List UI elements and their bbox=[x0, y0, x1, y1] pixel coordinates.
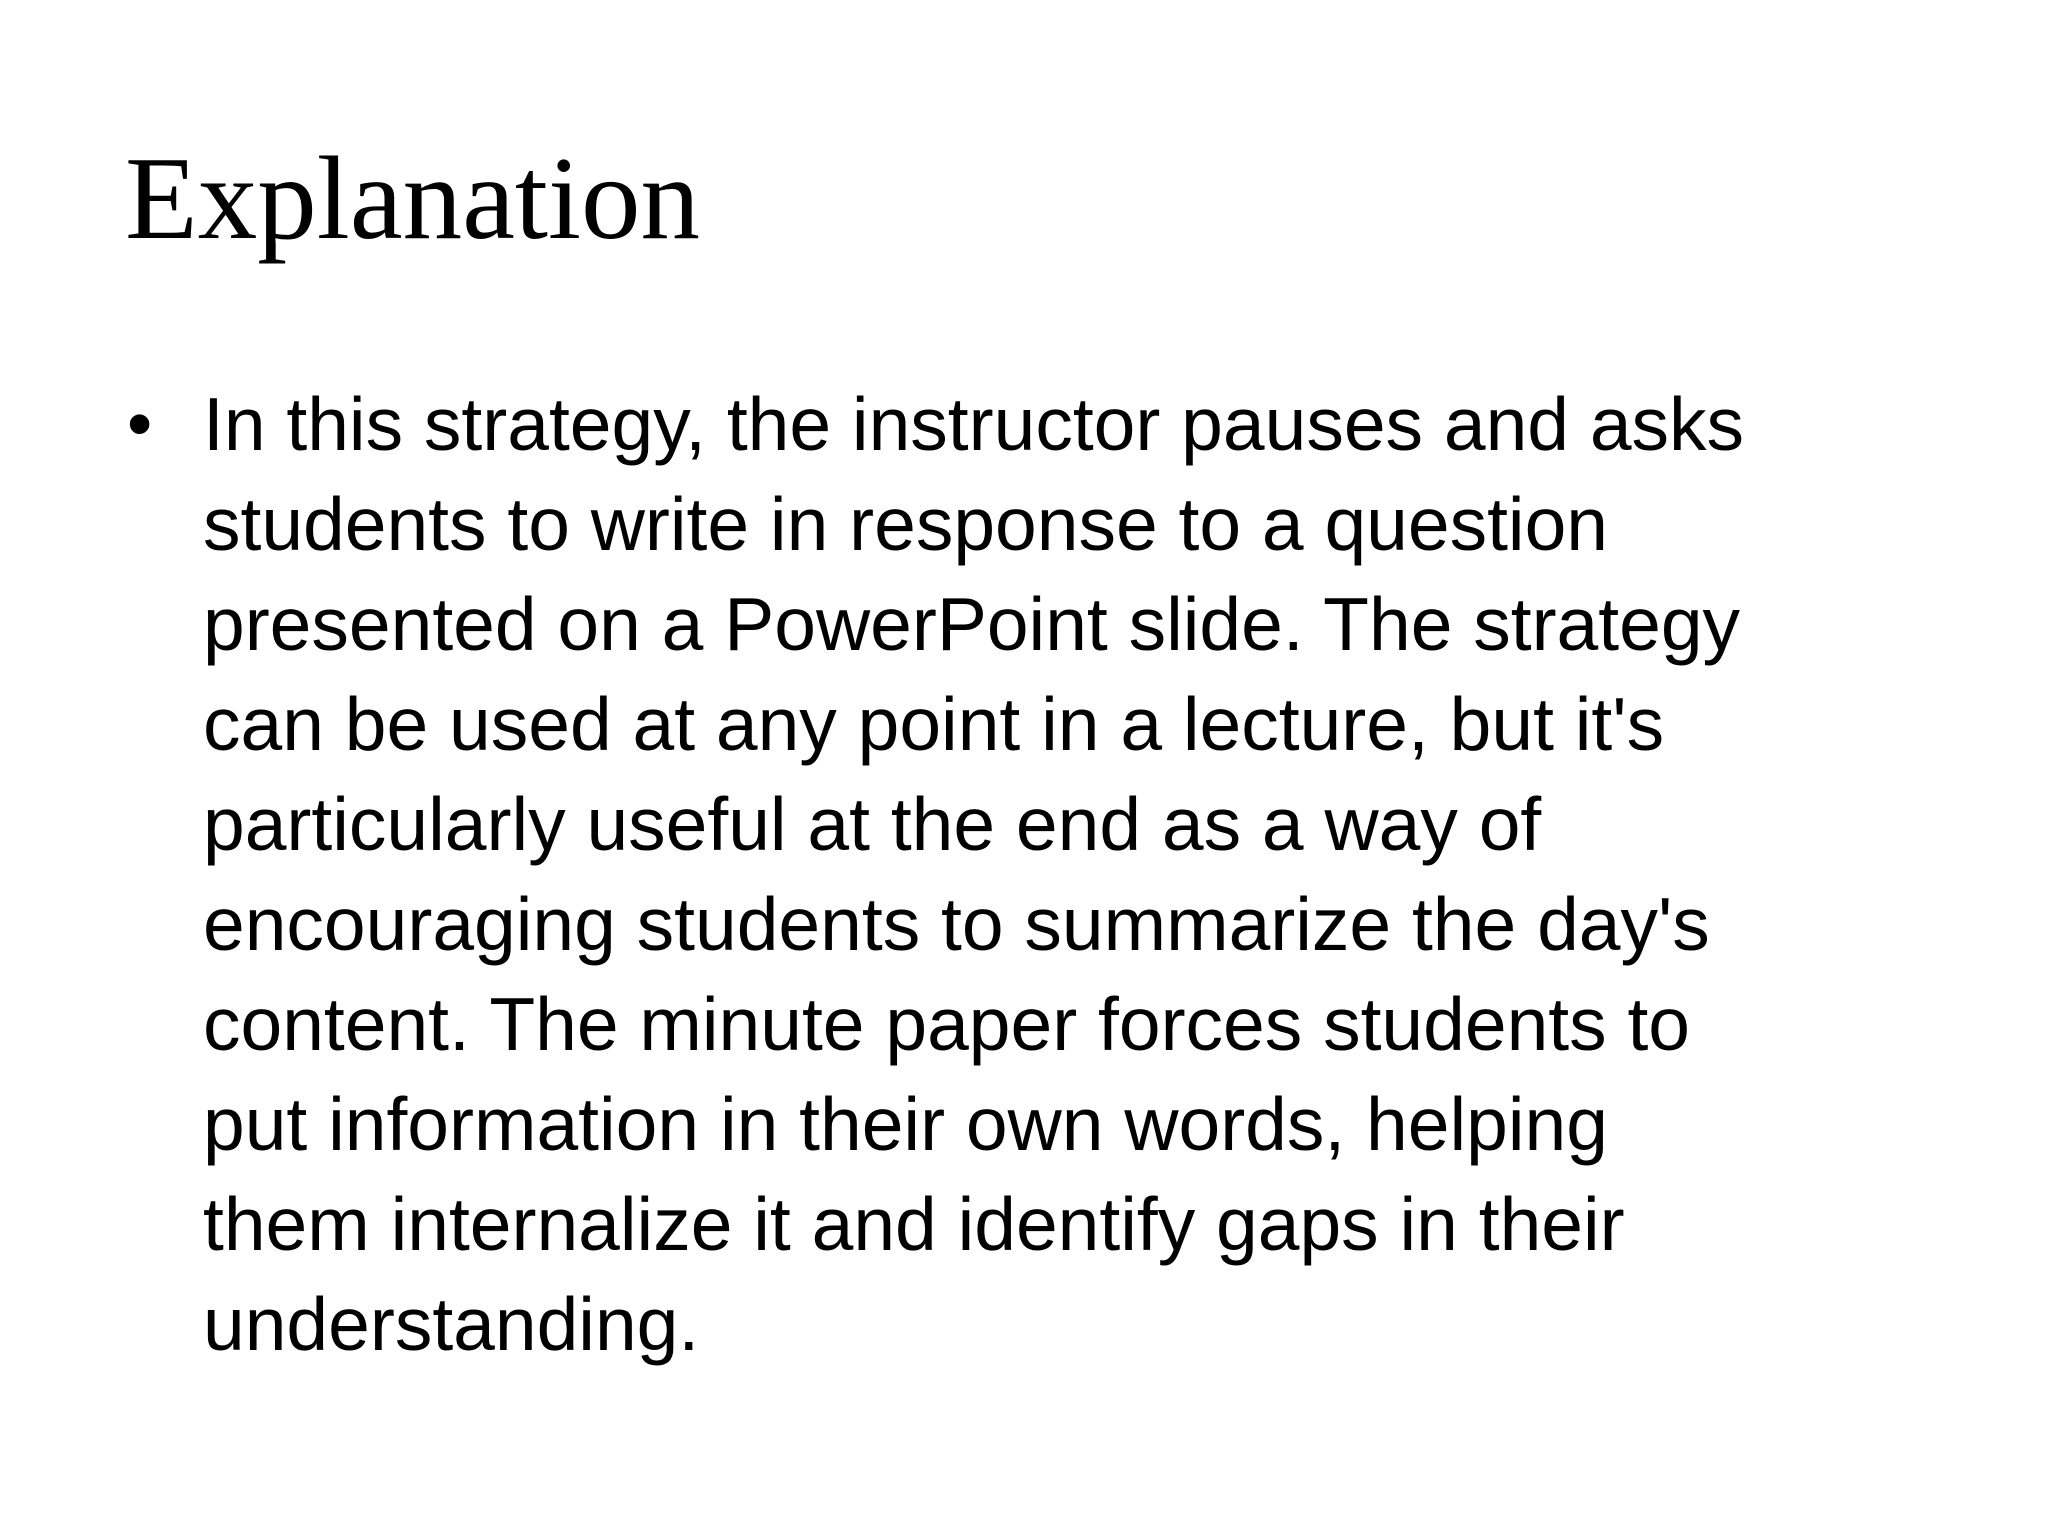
bullet-text-line: understanding. bbox=[203, 1282, 700, 1366]
bullet-text-line: can be used at any point in a lecture, but it's bbox=[203, 682, 1665, 766]
bullet-text-line: presented on a PowerPoint slide. The strategy bbox=[203, 582, 1741, 666]
bullet-text-line: put information in their own words, helping bbox=[203, 1082, 1608, 1166]
bullet-text-line: In this strategy, the instructor pauses and asks bbox=[203, 382, 1745, 466]
bullet-list bbox=[125, 374, 1945, 1374]
bullet-item bbox=[125, 374, 1945, 1374]
bullet-text-line: students to write in response to a question bbox=[203, 482, 1609, 566]
bullet-text-line: content. The minute paper forces students to bbox=[203, 982, 1690, 1066]
slide-title: Explanation bbox=[125, 132, 701, 264]
bullet-text-line: encouraging students to summarize the day's bbox=[203, 882, 1710, 966]
bullet-text-line: particularly useful at the end as a way of bbox=[203, 782, 1542, 866]
bullet-dot-icon: • bbox=[127, 384, 153, 464]
bullet-text-line: them internalize it and identify gaps in their bbox=[203, 1182, 1625, 1266]
